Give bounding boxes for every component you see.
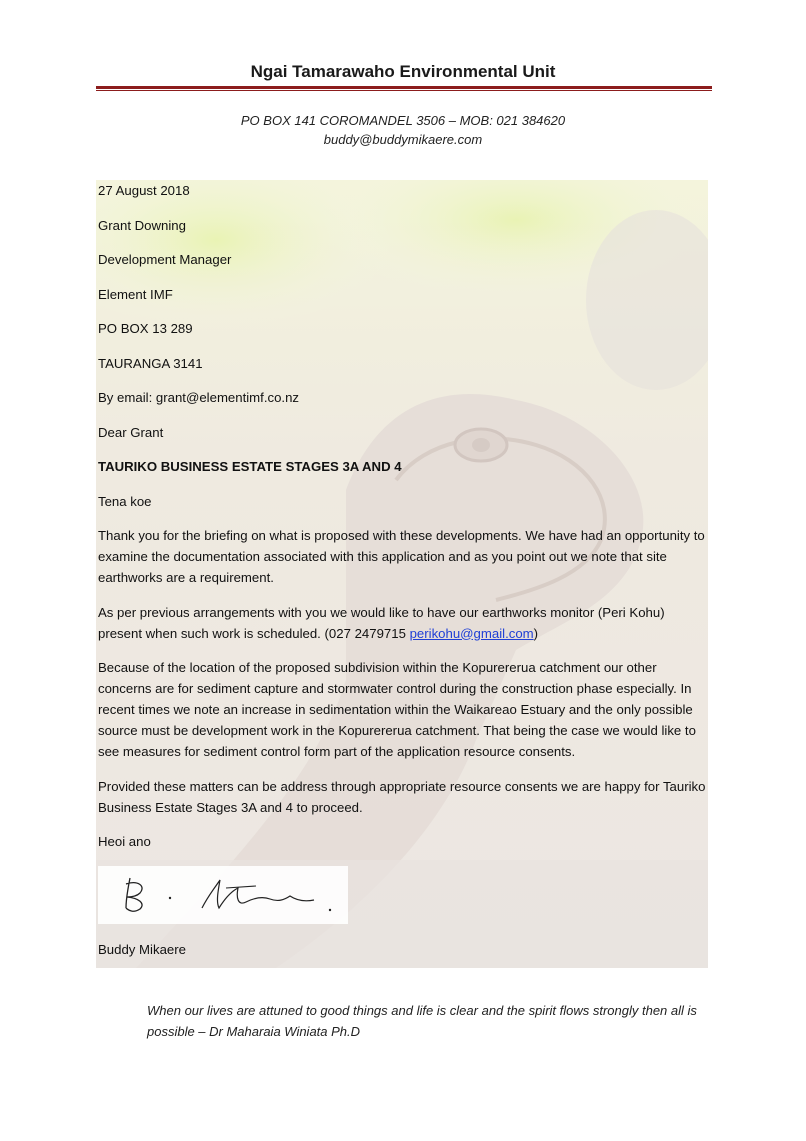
letter-body — [98, 180, 708, 866]
recipient-title: Development Manager — [98, 252, 232, 267]
paragraph-approval: Provided these matters can be address through appropriate resource consents we are happy for Tauriko Business Estate Stages 3A and 4 to proceed. — [98, 778, 706, 815]
footer-quote: When our lives are attuned to good things and life is clear and the spirit flows strongly then all is possible – Dr Maharaia Winiata Ph.D — [147, 1003, 697, 1039]
signer-name: Buddy Mikaere — [98, 942, 186, 957]
letter-date: 27 August 2018 — [98, 183, 190, 198]
address-line: PO BOX 141 COROMANDEL 3506 – MOB: 021 384620 — [240, 113, 566, 128]
recipient-name: Grant Downing — [98, 217, 186, 233]
greeting: Tena koe — [98, 493, 152, 509]
organisation-title: Ngai Tamarawaho Environmental Unit — [250, 62, 556, 81]
paragraph-monitor — [98, 602, 708, 644]
paragraph-briefing: Thank you for the briefing on what is proposed with these developments. We have had an opportunity to examine the documentation associated with this application and as you point out we note that site earthworks are a requirement. — [98, 528, 705, 585]
recipient-pobox: PO BOX 13 289 — [98, 321, 193, 336]
contact-block — [0, 111, 806, 149]
paragraph-monitor-text: As per previous arrangements with you we would like to have our earthworks monitor (Peri Kohu) present when such work is scheduled. (027 2479715 — [98, 604, 665, 641]
contact-email: buddy@buddymikaere.com — [323, 132, 483, 147]
paragraph-sediment: Because of the location of the proposed subdivision within the Kopurererua catchment our other concerns are for sediment capture and stormwater control during the construction phase especially. In recent times we note an increase in sedimentation within the Waikareao Estuary and the only possible source must be development work in the Kopurererua catchment. That being the case we would like to see measures for sediment control form part of the application resource consents. — [98, 660, 696, 759]
header-divider — [96, 86, 712, 89]
closing: Heoi ano — [98, 834, 151, 849]
recipient-city: TAURANGA 3141 — [98, 355, 203, 371]
recipient-company: Element IMF — [98, 286, 173, 302]
paragraph-monitor-end: ) — [533, 625, 539, 641]
salutation: Dear Grant — [98, 424, 164, 440]
by-email-line: By email: grant@elementimf.co.nz — [98, 390, 300, 405]
monitor-email-link[interactable]: perikohu@gmail.com — [409, 625, 534, 641]
header-divider-thin — [96, 90, 712, 91]
subject-line: TAURIKO BUSINESS ESTATE STAGES 3A AND 4 — [98, 459, 402, 474]
signature-image — [98, 866, 348, 924]
